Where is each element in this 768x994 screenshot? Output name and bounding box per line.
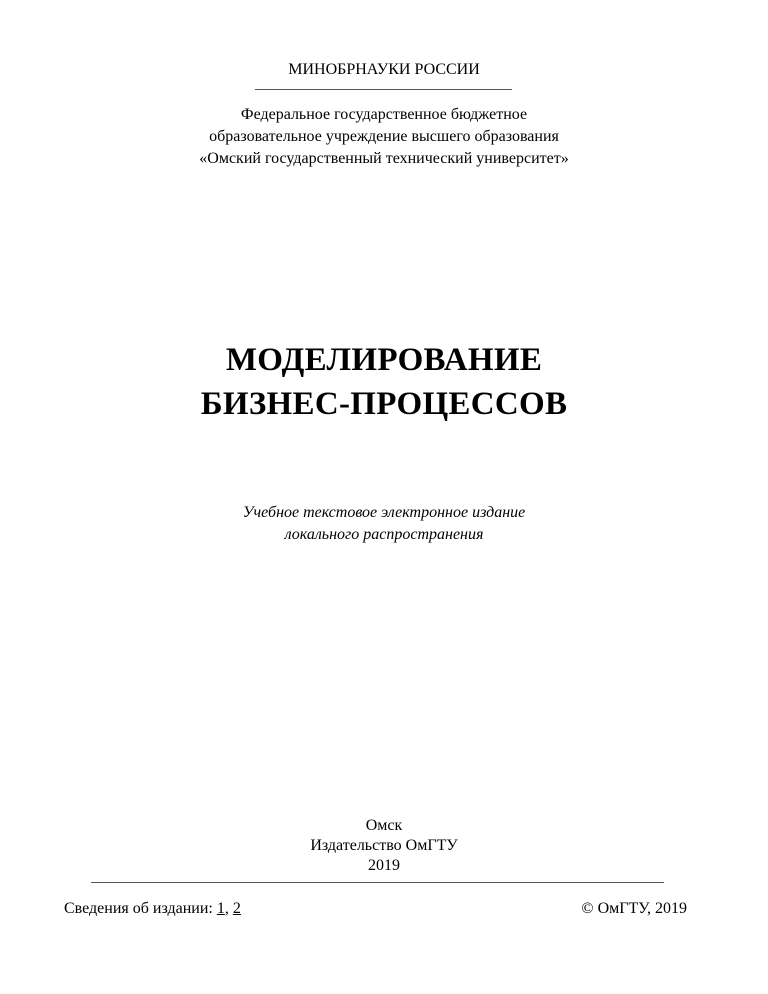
imprint-publisher: Издательство ОмГТУ [310,837,458,854]
ministry-name: МИНОБРНАУКИ РОССИИ [288,61,480,78]
copyright-notice: © ОмГТУ, 2019 [581,900,687,917]
edition-link-1[interactable]: 1 [216,900,225,917]
edition-type-line-2: локального распространения [284,526,484,543]
organization-line-1: Федеральное государственное бюджетное [240,106,528,123]
organization-line-3: «Омский государственный технический университет» [199,150,569,167]
edition-type-line-1: Учебное текстовое электронное издание [242,504,526,521]
ministry-underline [255,89,512,90]
imprint-city: Омск [365,817,403,834]
imprint-year: 2019 [368,857,400,874]
edition-info-label: Сведения об издании: [64,900,213,917]
edition-link-separator: , [224,900,229,917]
edition-info [64,899,241,919]
document-title-line-1: МОДЕЛИРОВАНИЕ [225,342,543,378]
edition-link-2[interactable]: 2 [232,900,241,917]
document-title-line-2: БИЗНЕС-ПРОЦЕССОВ [200,386,568,422]
organization-line-2: образовательное учреждение высшего образования [209,128,559,145]
footer-divider [91,882,664,883]
